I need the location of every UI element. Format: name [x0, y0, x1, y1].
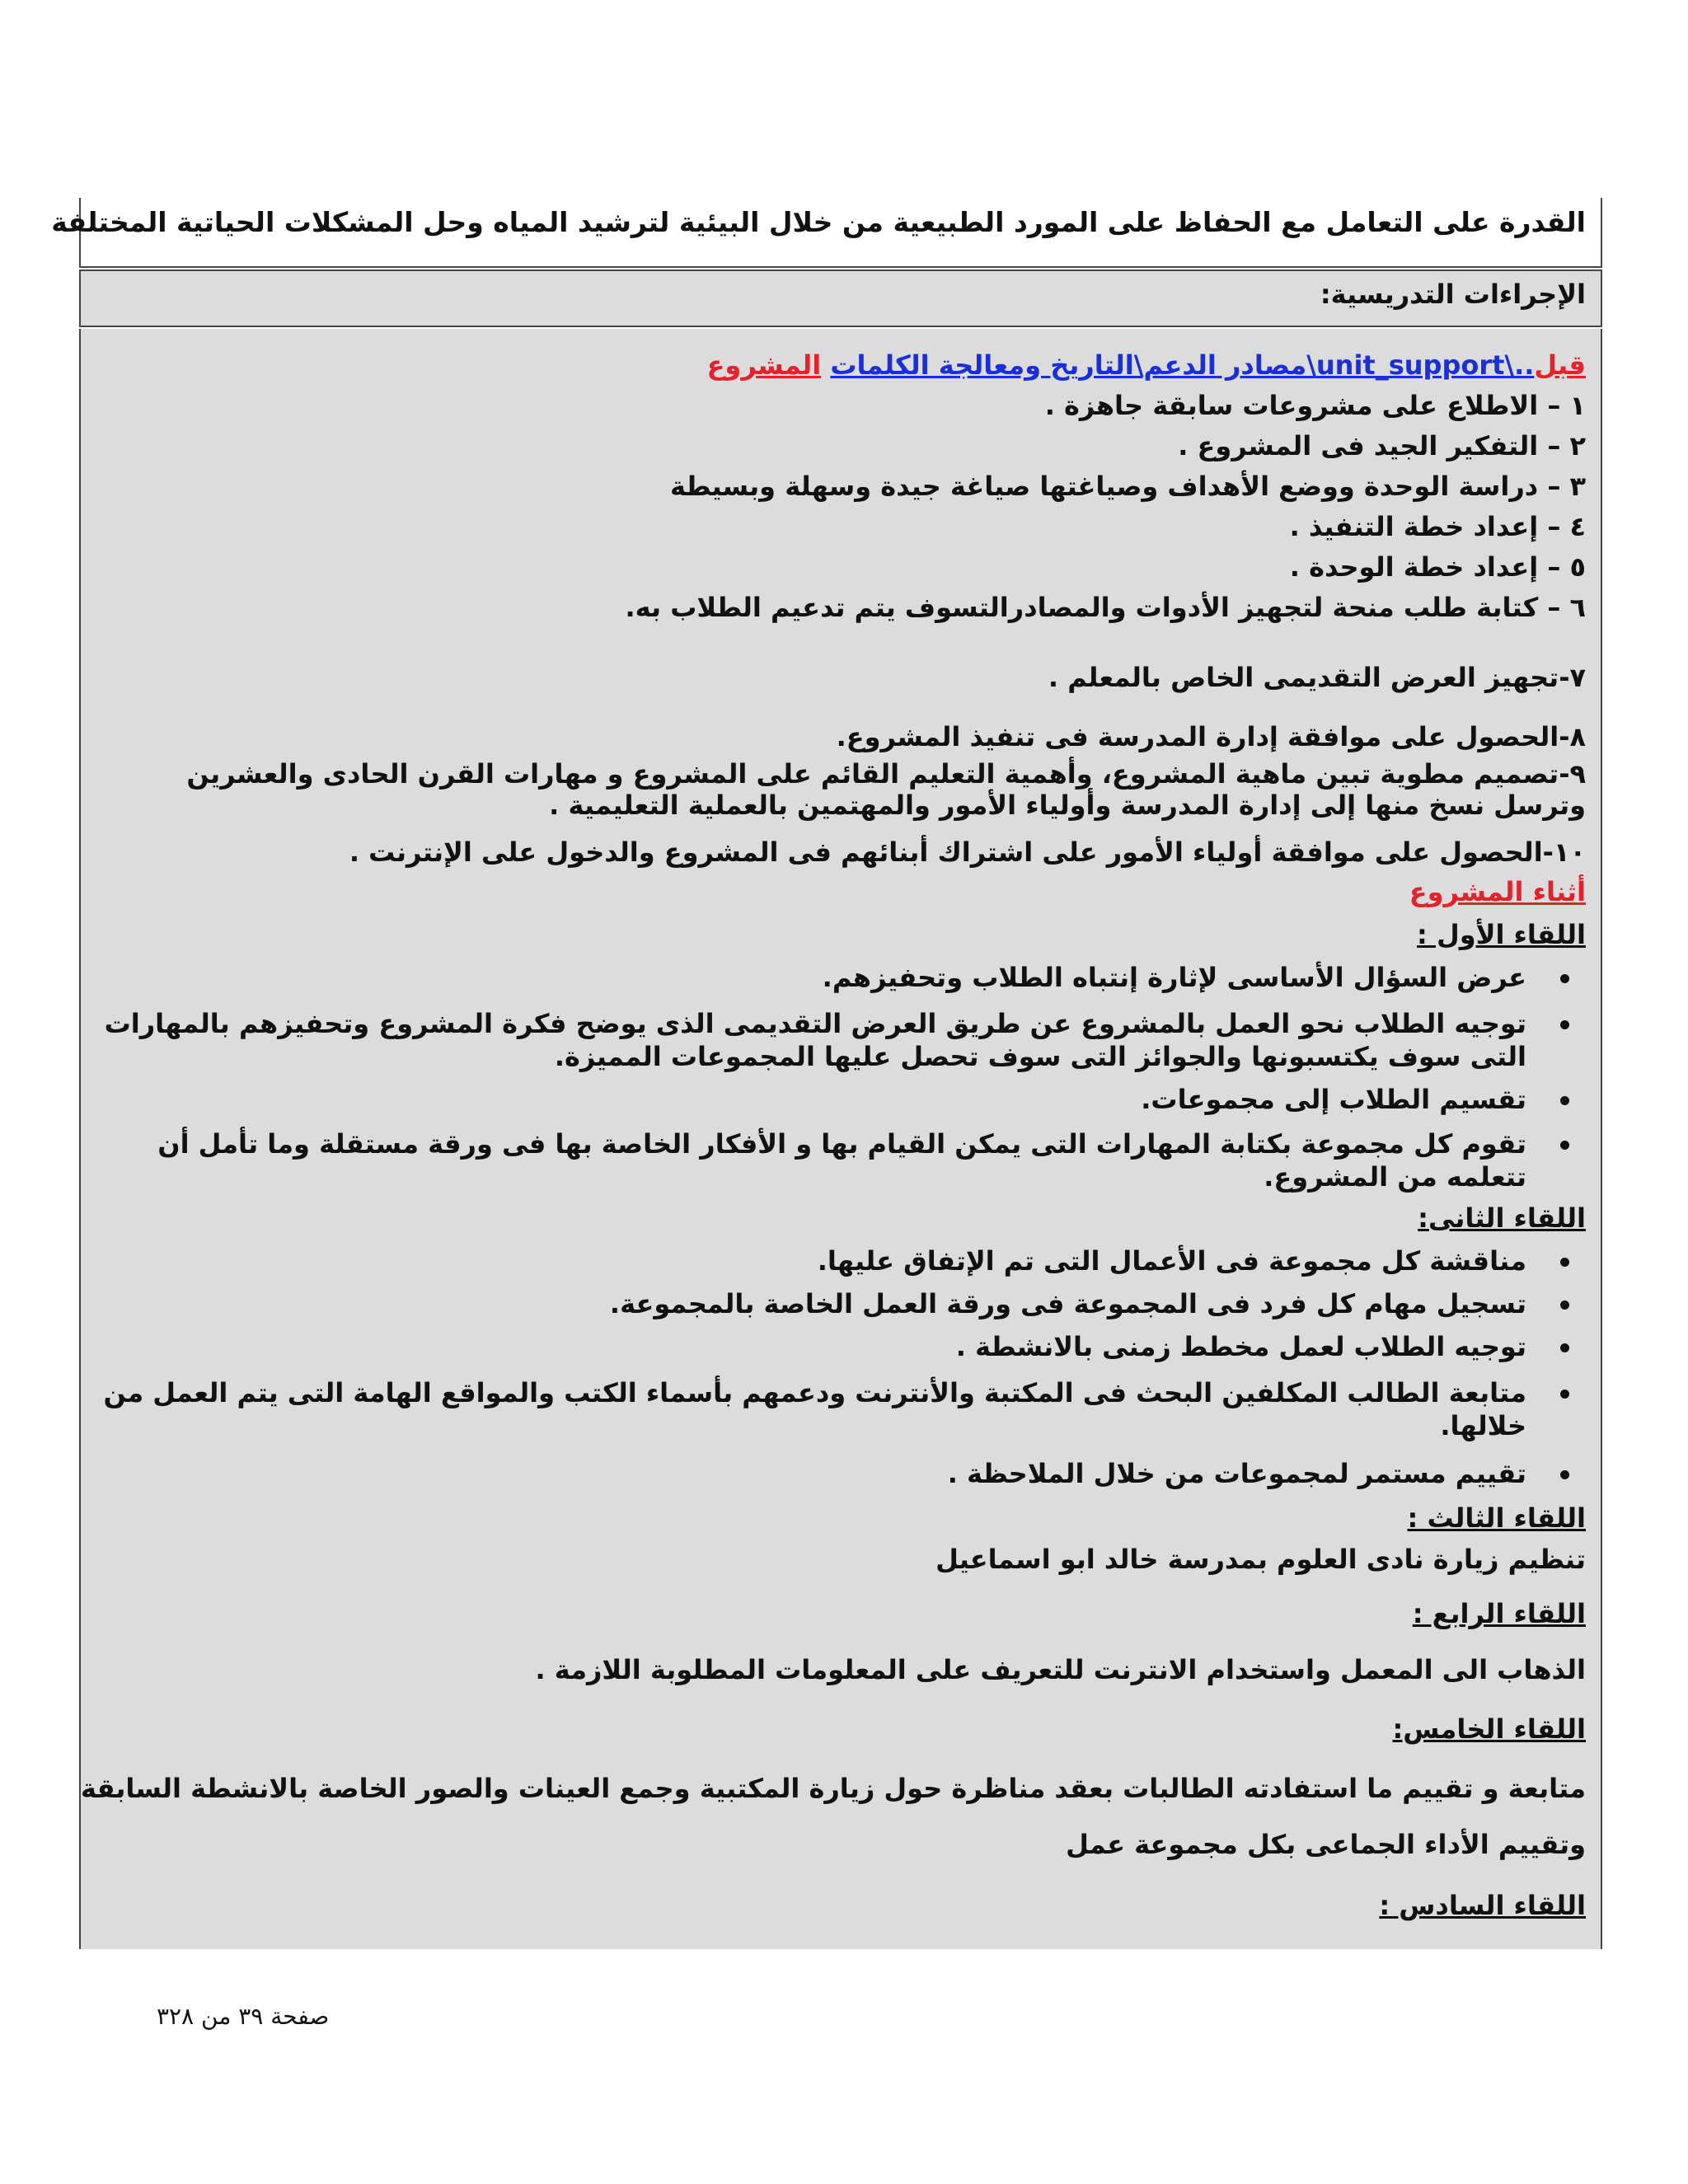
meeting4-title: اللقاء الرابع : [1412, 1598, 1586, 1629]
meeting2-item-2: تسجيل مهام كل فرد فى المجموعة فى ورقة العمل الخاصة بالمجموعة. [99, 1287, 1586, 1320]
bullet-icon [1560, 1301, 1569, 1310]
meeting5-title: اللقاء الخامس: [1392, 1713, 1586, 1745]
meeting2-item-3: توجيه الطلاب لعمل مخطط زمنى بالانشطة . [99, 1330, 1586, 1363]
bullet-icon [1560, 1390, 1569, 1399]
before-step-5: ٥ – إعداد خطة الوحدة . [1289, 551, 1586, 583]
objective-text: القدرة على التعامل مع الحفاظ على المورد الطبيعية من خلال البيئية لترشيد المياه وحل المشكلات الحياتية المختلفة [51, 206, 1586, 238]
meeting3-text: تنظيم زيارة نادى العلوم بمدرسة خالد ابو اسماعيل [935, 1544, 1586, 1575]
meeting1-item-4: تقوم كل مجموعة بكتابة المهارات التى يمكن القيام بها و الأفكار الخاصة بها فى ورقة مستقلة وما تأمل أن تتعلمه من المشروع. [99, 1127, 1586, 1193]
before-heading [707, 347, 1586, 383]
before-step-9: ٩-تصميم مطوية تبين ماهية المشروع، وأهمية التعليم القائم على المشروع و مهارات القرن الحادى والعشرين وترسل نسخ منها إلى إدارة المدرسة وأولياء الأمور والمهتمين بالعملية التعليمية . [186, 758, 1586, 821]
meeting2-item-1: مناقشة كل مجموعة فى الأعمال التى تم الإتفاق عليها. [99, 1244, 1586, 1277]
bullet-icon [1560, 1343, 1569, 1352]
procedures-title: الإجراءات التدريسية: [1320, 279, 1586, 310]
meeting2-item-5: تقييم مستمر لمجموعات من خلال الملاحظة . [99, 1457, 1586, 1490]
meeting5-text-2: وتقييم الأداء الجماعى بكل مجموعة عمل [1066, 1829, 1586, 1860]
before-step-2: ٢ – التفكير الجيد فى المشروع . [1178, 430, 1586, 462]
before-step-6: ٦ – كتابة طلب منحة لتجهيز الأدوات والمصادرالتسوف يتم تدعيم الطلاب به. [625, 592, 1586, 623]
before-step-7: ٧-تجهيز العرض التقديمى الخاص بالمعلم . [1048, 662, 1586, 693]
meeting4-text: الذهاب الى المعمل واستخدام الانترنت للتعريف على المعلومات المطلوبة اللازمة . [535, 1654, 1586, 1685]
support-link[interactable]: ..\unit_support\مصادر الدعم\التاريخ ومعالجة الكلمات [830, 349, 1535, 381]
bullet-icon [1560, 1020, 1569, 1029]
bullet-icon [1560, 1470, 1569, 1479]
meeting3-title: اللقاء الثالث : [1407, 1502, 1586, 1534]
meeting1-item-3: تقسيم الطلاب إلى مجموعات. [99, 1083, 1586, 1116]
meeting2-title: اللقاء الثانى: [1418, 1202, 1586, 1234]
bullet-icon [1560, 974, 1569, 983]
during-title: أثناء المشروع [1409, 876, 1586, 907]
before-project-label: المشروع [706, 349, 822, 381]
meeting1-item-2: توجيه الطلاب نحو العمل بالمشروع عن طريق العرض التقديمى الذى يوضح فكرة المشروع وتحفيزهم بالمهارات التى سوف يكتسبونها والجوائز التى سوف تحصل عليها المجموعات المميزة. [99, 1007, 1586, 1073]
before-step-1: ١ – الاطلاع على مشروعات سابقة جاهزة . [1044, 390, 1586, 421]
page-number: صفحة ٣٩ من ٣٢٨ [157, 2003, 330, 2030]
before-step-8: ٨-الحصول على موافقة إدارة المدرسة فى تنفيذ المشروع. [836, 721, 1586, 752]
before-step-4: ٤ – إعداد خطة التنفيذ . [1289, 511, 1586, 542]
meeting5-text-1: متابعة و تقييم ما استفادته الطالبات بعقد مناظرة حول زيارة المكتبية وجمع العينات والصور الخاصة بالانشطة السابقة [80, 1773, 1586, 1804]
before-label: قبل [1534, 349, 1586, 381]
bullet-icon [1560, 1258, 1569, 1267]
meeting6-title: اللقاء السادس : [1379, 1890, 1586, 1921]
bullet-icon [1560, 1141, 1569, 1150]
meeting1-item-1: عرض السؤال الأساسى لإثارة إنتباه الطلاب وتحفيزهم. [99, 961, 1586, 994]
before-step-10: ١٠-الحصول على موافقة أولياء الأمور على اشتراك أبنائهم فى المشروع والدخول على الإنترنت . [349, 837, 1586, 868]
meeting1-title: اللقاء الأول : [1417, 919, 1586, 950]
before-step-3: ٣ – دراسة الوحدة ووضع الأهداف وصياغتها صياغة جيدة وسهلة وبسيطة [669, 471, 1586, 502]
meeting2-item-4: متابعة الطالب المكلفين البحث فى المكتبة والأنترنت ودعمهم بأسماء الكتب والمواقع الهامة التى يتم العمل من خلالها. [99, 1376, 1586, 1442]
bullet-icon [1560, 1096, 1569, 1105]
